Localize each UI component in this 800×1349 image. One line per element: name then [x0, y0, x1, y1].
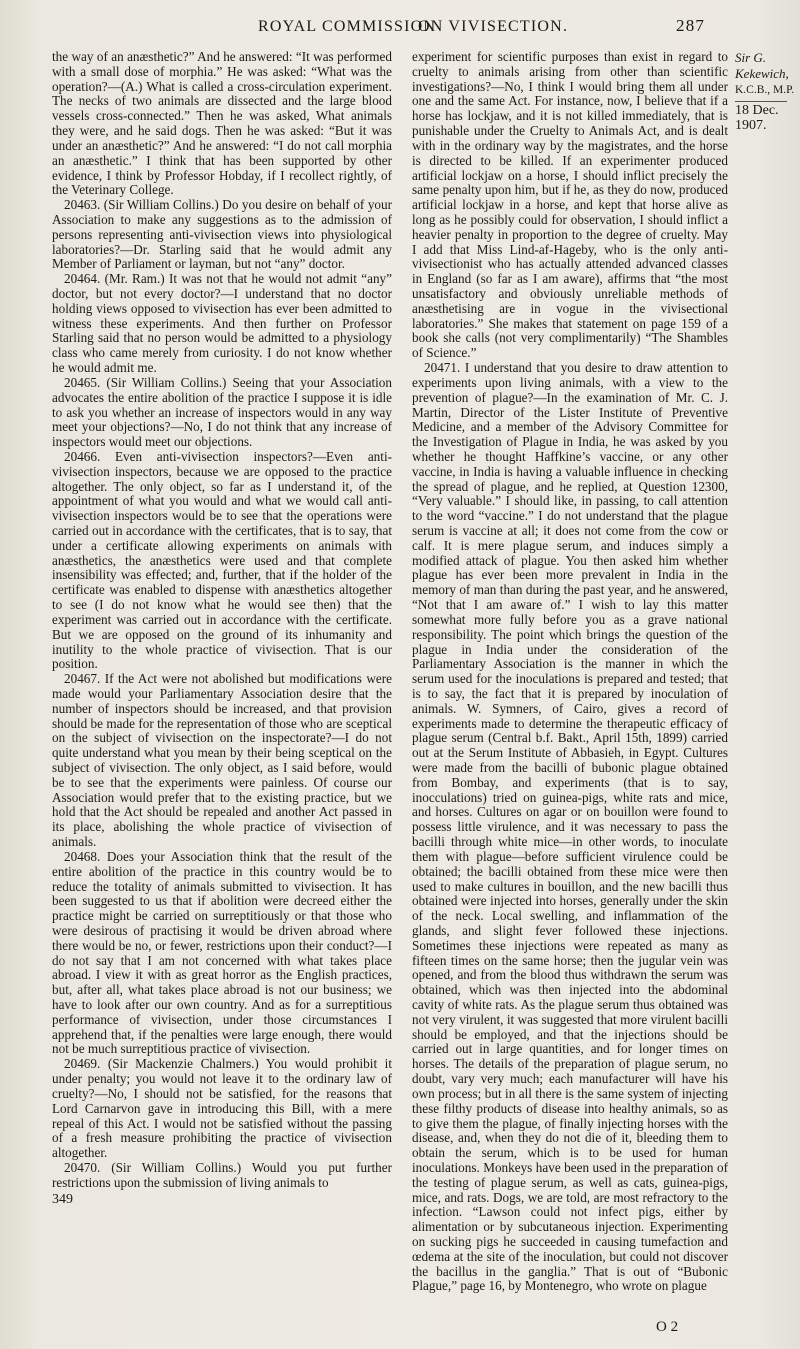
signature-number: 349	[52, 1191, 73, 1207]
paragraph: 20467. If the Act were not abolished but modifications were made would your Parliamentary Association desire that the number of inspectors should be increased, and that provision should be made for the representation of those who are sceptical on the subject of vivisection on the inspectorate?—I do not quite understand what you mean by their being sceptical on the subject of vivisection. The only object, as I said before, would be to see that the experiments were painless. Of course our Association would prefer that to the existing practice, but we hold that the Act should be repealed and another Act passed in its place, abolishing the whole practice of vivisection of animals.	[52, 671, 392, 850]
paragraph: experiment for scientific purposes than exist in regard to cruelty to animals arising from other than scientific investigations?—No, I think I would bring them all under one and the same Act. For instance, now, I believe that if a horse has lockjaw, and it is not killed immediately, that is punishable under the Cruelty to Animals Act, and is dealt with in the ordinary way by the magistrates, and the horse is directed to be killed. If an experimenter produced artificial lockjaw on a horse, I should inflict precisely the same penalty upon him, but if he, as they do now, produced artificial lockjaw in a horse, and kept that horse alive as long as he possibly could for observation, I should inflict a heavier penalty in proportion to the degree of cruelty. May I add that Miss Lind-af-Hageby, who is the only anti-vivisectionist who has actually attended advanced classes in England (so far as I am aware), affirms that “the most unsatisfactory and obviously unreliable methods of anæsthetising are in vogue in the vivisectional laboratories.” She makes that statement on page 159 of a book she calls (not very complimentarily) “The Shambles of Science.”	[412, 49, 728, 361]
right-column	[412, 50, 728, 1294]
signature-mark: O 2	[656, 1319, 679, 1335]
paragraph: 20469. (Sir Mackenzie Chalmers.) You would prohibit it under penalty; you would not leave it to the ordinary law of cruelty?—No, I should not be satisfied, for the reasons that Lord Carnarvon gave in introducing this Bill, with a mere repeal of this Act. I would not be satisfied without the passing of a fresh measure prohibiting the practice of vivisection altogether.	[52, 1056, 392, 1161]
witness-name: Sir G.	[735, 50, 767, 65]
paragraph: 20464. (Mr. Ram.) It was not that he would not admit “any” doctor, but not every doctor?—I understand that no doctor holding views opposed to vivisection has ever been admitted to witness these experiments. And then further on Professor Starling said that no person would be admitted to a physiology class who came merely from curiosity. I do not know whether he would admit me.	[52, 271, 392, 376]
header-right: ON VIVISECTION.	[418, 18, 569, 35]
left-column	[52, 50, 392, 1207]
paragraph: 20471. I understand that you desire to draw attention to experiments upon living animals, with a view to the prevention of plague?—In the examination of Mr. C. J. Martin, Director of the Lister Institute of Preventive Medicine, and a member of the Advisory Committee for the Investigation of Plague in India, he was asked by you whether he thought Haffkine’s vaccine, or any other vaccine, in India is having a valuable influence in checking the spread of plague, and he replied, at Question 12300, “Very valuable.” I should like, in passing, to call attention to the word “vaccine.” I do not understand that the plague serum is vaccine at all; it does not come from the cow or calf. It is mere plague serum, and induces simply a modified attack of plague. You then asked him whether plague has ever been more prevalent in India in the memory of man than during the past year, and he answered, “Not that I am aware of.” I wish to lay this matter somewhat more fully before you as a grave national responsibility. The point which brings the question of the plague in India under the consideration of the Parliamentary Association is the manner in which the serum used for the inoculations is prepared and tested; that is to say, the fact that it is prepared by inoculation of animals. W. Symners, of Cairo, gives a record of experiments made to determine the therapeutic efficacy of plague serum (Central b.f. Bakt., April 15th, 1899) carried out at the Serum Institute of Abbasieh, in Egypt. Cultures were made from the bacilli of bubonic plague obtained from Bombay, and experiments (that is to say, inocculations) tried on guinea-pigs, white rats and mice, and horses. Cultures on agar or on bouillon were found to possess little virulence, and it was necessary to pass the bacilli through white mice—in other words, to inoculate them with plague—before sufficient virulence could be obtained; the bacilli obtained from these mice were then used to make cultures in bouillon, and the new bacilli thus obtained were injected into horses, generally under the skin of the neck. Local swelling, and inflammation of the glands, and slight fever followed these injections. Sometimes these injections were repeated as many as fifteen times on the same horse; then the jugular vein was opened, and from the blood thus withdrawn the serum was obtained, which was then injected into the abdominal cavity of white rats. As the plague serum thus obtained was not very virulent, it was suggested that more virulent bacilli should be employed, and that the injections should be carried out in large quantities, and for longer times on horses. The details of the preparation of plague serum, no doubt, vary very much; each manufacturer will have his own process; but in all there is the same system of injecting these filthy products of disease into healthy animals, so as to give them the plague, of finally injecting horses with the disease, and, when they do not die of it, bleeding them to obtain the serum, which is to be used for human inoculations. Monkeys have been used in the preparation of the testing of plague serum, as well as cats, guinea-pigs, mice, and rats. Dogs, we are told, are most refractory to the infection. “Lawson could not infect pigs, either by alimentation or by subcutaneous injection. Experimenting on sucking pigs he succeeded in causing tumefaction and œdema at the site of the inoculation, but could not discover the bacillus in the ganglia.” That is out of “Bubonic Plague,” page 16, by Montenegro, who wrote on plague	[412, 360, 728, 1294]
paragraph: the way of an anæsthetic?” And he answered: “It was performed with a small dose of morphia.” He was asked: “What was the operation?—(A.) What is called a cross-circulation experiment. The necks of two animals are dissected and the large blood vessels cross-connected.” Then he was asked, What animals they were, and he said dogs. Then he was asked: “But it was under an anæsthetic?” And he answered: “I do not call morphia an anæsthetic.” I think that has been supported by other evidence, I think by Professor Hobday, if I recollect rightly, of the Veterinary College.	[52, 49, 392, 198]
paragraph: 20470. (Sir William Collins.) Would you put further restrictions upon the submission of living animals to	[52, 1159, 392, 1190]
paragraph: 20463. (Sir William Collins.) Do you desire on behalf of your Association to make any suggestions as to the admission of persons representing anti-vivisection views into physiological laboratories?—Dr. Starling said that he would admit any Member of Parliament or layman, but not “any” doctor.	[52, 197, 392, 272]
witness-date: 18 Dec. 1907.	[735, 101, 787, 134]
margin-note	[735, 50, 799, 134]
witness-rank: K.C.B., M.P.	[735, 84, 795, 96]
header-left: ROYAL COMMISSION	[258, 18, 437, 35]
paragraph: 20468. Does your Association think that the result of the entire abolition of the practice in this country would be to reduce the totality of animals submitted to vivisection. It has been suggested to us that if abolition were decreed either the practice might be carried on surreptitiously or that those who were desirous of practising it would be driven abroad where there would be no, or fewer, restrictions upon their conduct?—I do not say that I am not concerned with what takes place abroad. I view it with as great horror as the English practices, but, after all, what takes place abroad is not our business; we have to look after our own country. And as for a surreptitious performance of vivisection, under those circumstances I apprehend that, if the penalties were large enough, there would not be much surreptitious practice of vivisection.	[52, 848, 392, 1057]
paragraph: 20466. Even anti-vivisection inspectors?—Even anti-vivisection inspectors, because we are opposed to the practice altogether. The only object, so far as I understand it, of the appointment of what you would and what we would call anti-vivisection inspectors would be to see that the operations were carried out in accordance with the certificates, that is to say, that under a certificate allowing experiments on animals with anæsthetics, the anæsthetics were used and that complete insensibility was effected; and, further, that if the holder of the certificate was enabled to dispense with anæsthetics altogether to see (I do not know what he would see then) that the experiment was carried out in accordance with the certificate. But we are opposed on the ground of its inhumanity and inutility to the whole practice of vivisection. That is our position.	[52, 448, 392, 672]
running-head	[0, 4, 800, 34]
paragraph: 20465. (Sir William Collins.) Seeing that your Association advocates the entire abolition of the practice I suppose it is idle to ask you whether an increase of inspectors would in any way meet your objections?—No, I do not think that any increase of inspectors would meet our objections.	[52, 374, 392, 450]
page-number: 287	[676, 16, 706, 35]
witness-name-2: Kekewich,	[735, 65, 789, 81]
